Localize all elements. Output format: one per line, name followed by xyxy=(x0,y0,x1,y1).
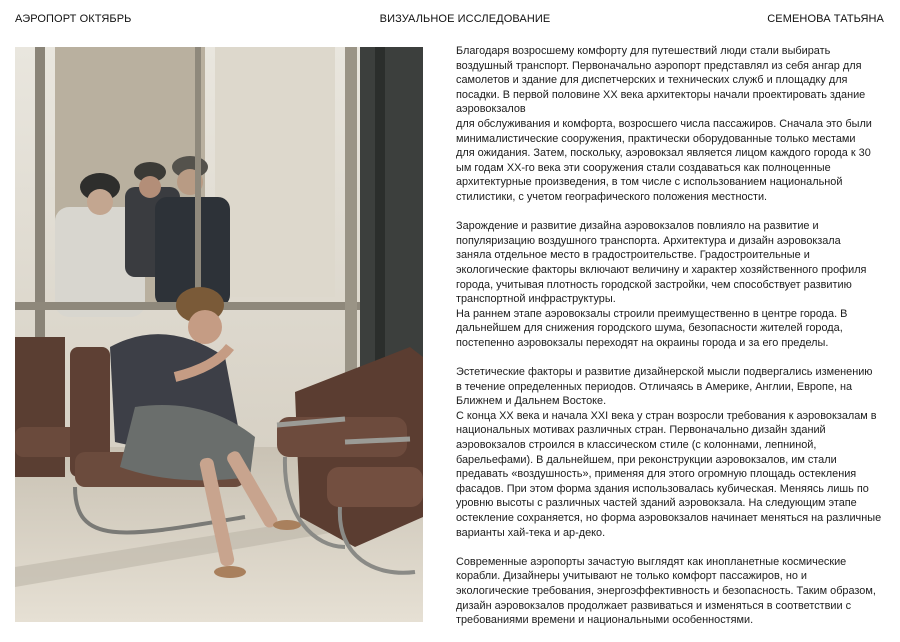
paragraph-4: Современные аэропорты зачастую выглядят как инопланетные космические корабли. Дизайнеры учитывают не только комфорт пассажиров, но и экологические требования, энергоэффективность и безопасность. Таким образом, дизайн аэровокзалов продолжает развиваться и изменяться в соответствии с требованиями времени и национальными особенностями. xyxy=(456,555,876,627)
article-text xyxy=(456,44,886,642)
paragraph-1: Благодаря возросшему комфорту для путешествий люди стали выбирать воздушный транспорт. Первоначально аэропорт представлял из себя ангар для самолетов и здание для диспетчерских и технических служб и площадку для посадки. В первой половине ХХ века архитекторы начали проектировать здание аэровокзалов для обслуживания и комфорта, возросшего числа пассажиров. Сначала это были минималистические сооружения, практически оборудованные только местами для ожидания. Затем, поскольку, аэровокзал является лицом каждого города к 30 ым годам ХХ-го века эти сооружения стали создаваться как полноценные архитектурные произведения, в том числе с использованием национальной стилистики, с учетом географического положения местности. xyxy=(456,45,872,203)
photo-airport-waiting-hall xyxy=(15,47,423,622)
header-project-title: АЭРОПОРТ ОКТЯБРЬ xyxy=(15,13,132,25)
header-section-title: ВИЗУАЛЬНОЕ ИССЛЕДОВАНИЕ xyxy=(379,13,551,25)
header-author: СЕМЕНОВА ТАТЬЯНА xyxy=(767,13,884,25)
photo-woman-sleeping-icon xyxy=(15,47,423,622)
paragraph-2: Зарождение и развитие дизайна аэровокзалов повлияло на развитие и популяризацию воздушного транспорта. Архитектура и дизайн аэровокзала заняла отдельное место в градостроительстве. Градостроительные и экологические факторы включают величину и характер хозяйственного профиля города, учитывая плотность городской застройки, чем способствует развитию транспортной инфраструктуры. На раннем этапе аэровокзалы строили преимущественно в центре города. В дальнейшем для снижения городского шума, безопасности жителей города, постепенно аэровокзалы переходят на окраины города и за его пределы. xyxy=(456,220,867,349)
paragraph-3: Эстетические факторы и развитие дизайнерской мысли подвергались изменению в течение определенных периодов. Отличаясь в Америке, Англии, Европе, на Ближнем и Дальнем Востоке. С конца ХХ века и начала ХХI века у стран возросли требования к аэровокзалам в национальных мотивах различных стран. Первоначально дизайн зданий аэровокзалов строился в классическом стиле (с колоннами, лепниной, барельефами). В дальнейшем, при реконструкции аэровокзалов, им стали предавать «воздушность», применяя для этого огромную площадь остекления фасадов. При этом форма здания использовалась кубическая. Меняясь лишь по уровню высоты с различных частей зданий аэровокзала. На следующим этапе остекление сохраняется, но форма аэровокзалов начинает меняться на различные варианты хай-тека и ар-деко. xyxy=(456,366,882,539)
